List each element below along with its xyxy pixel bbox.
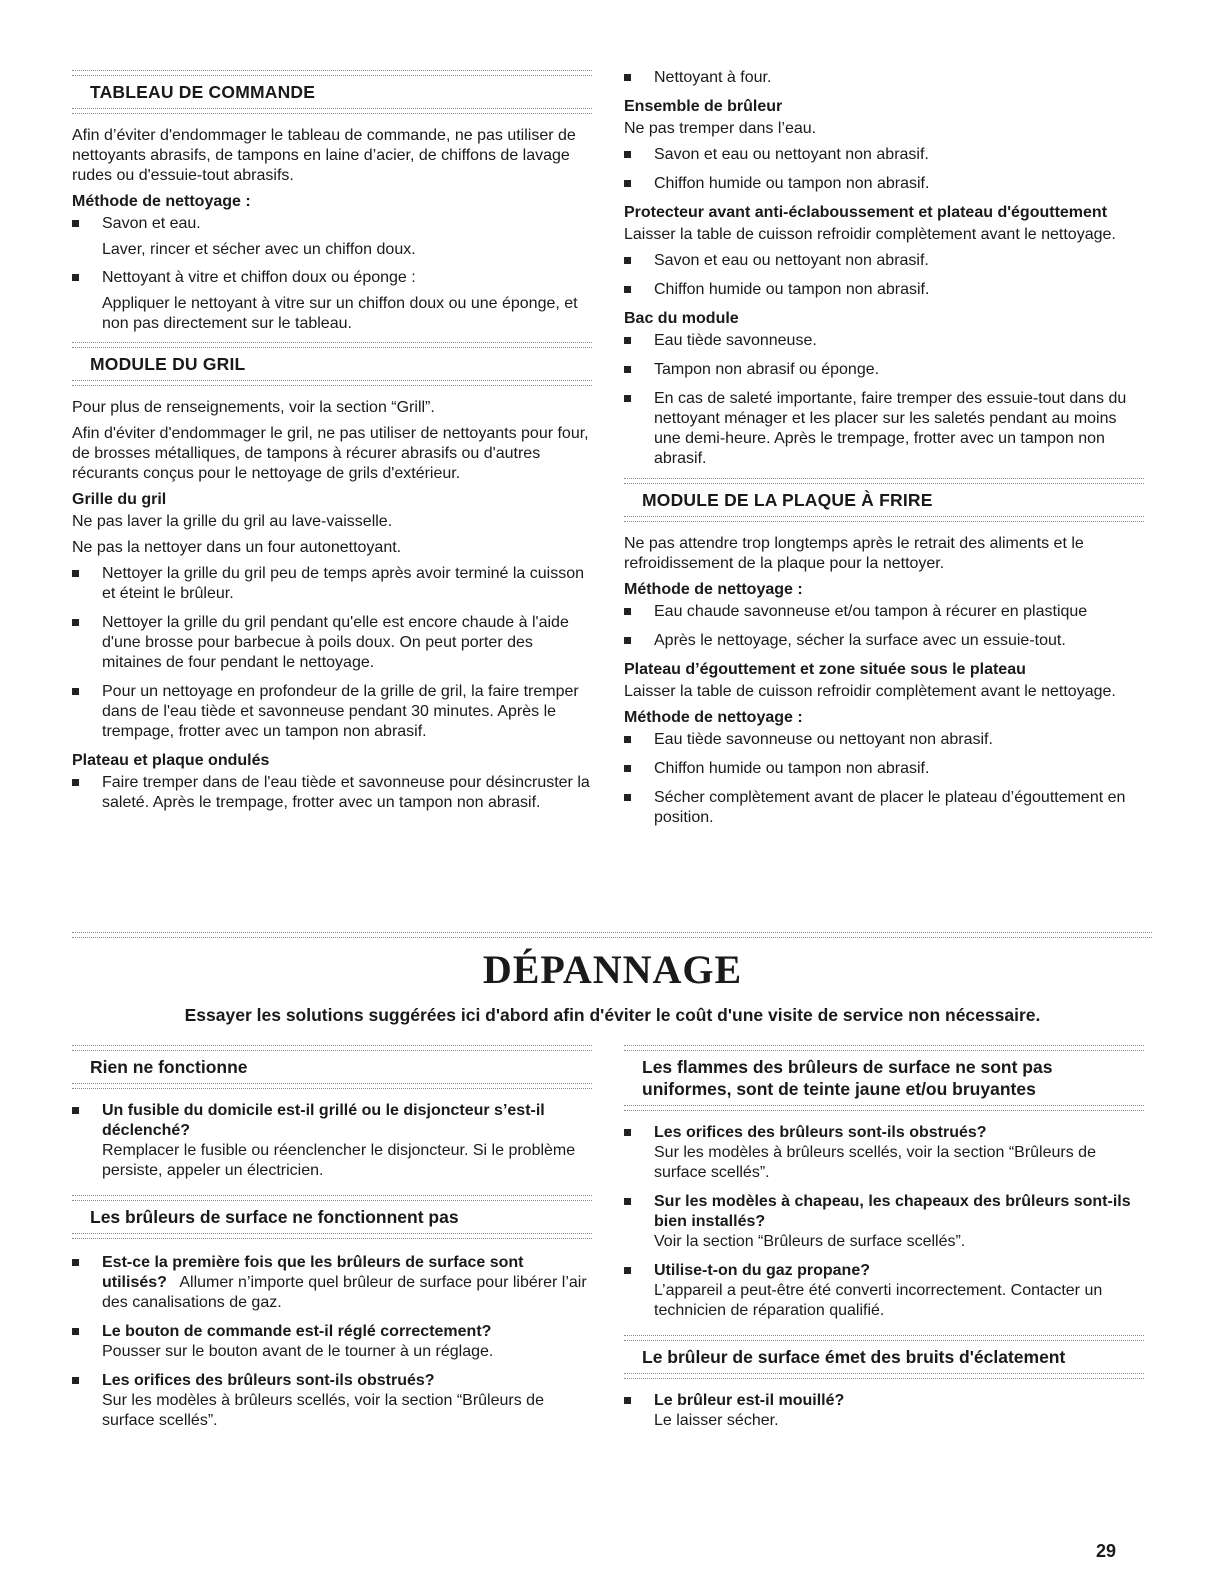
troubleshoot-left-column bbox=[72, 1045, 592, 1440]
paragraph: Laisser la table de cuisson refroidir complètement avant le nettoyage. bbox=[624, 683, 1116, 700]
paragraph: Afin d’éviter d'endommager le tableau de commande, ne pas utiliser de nettoyants abrasifs, de tampons en laine d’acier, de chiffons de lavage rudes ou d'essuie-tout abrasifs. bbox=[72, 127, 576, 184]
section-title: Les brûleurs de surface ne fonctionnent pas bbox=[90, 1207, 459, 1227]
section-title: Le brûleur de surface émet des bruits d'éclatement bbox=[642, 1347, 1066, 1367]
question: Un fusible du domicile est-il grillé ou le disjoncteur s’est-il déclenché? bbox=[102, 1102, 545, 1139]
rule bbox=[624, 1373, 1144, 1379]
answer: Le laisser sécher. bbox=[654, 1412, 779, 1429]
list-item bbox=[624, 1123, 1144, 1183]
list-item: Nettoyer la grille du gril peu de temps après avoir terminé la cuisson et éteint le brûleur. bbox=[72, 564, 592, 604]
list-item: Tampon non abrasif ou éponge. bbox=[624, 360, 1144, 380]
rule bbox=[72, 1083, 592, 1089]
list-item: Chiffon humide ou tampon non abrasif. bbox=[624, 174, 1144, 194]
section-eclatement-header bbox=[624, 1335, 1144, 1379]
section-title: Rien ne fonctionne bbox=[90, 1057, 248, 1077]
answer: Voir la section “Brûleurs de surface scellés”. bbox=[654, 1233, 966, 1250]
note: Appliquer le nettoyant à vitre sur un chiffon doux ou une éponge, et non pas directement sur le tableau. bbox=[102, 295, 578, 332]
subheading: Protecteur avant anti-éclaboussement et plateau d'égouttement bbox=[624, 204, 1108, 221]
list-item bbox=[624, 1391, 1144, 1431]
paragraph: Pour plus de renseignements, voir la section “Grill”. bbox=[72, 399, 435, 416]
paragraph: Ne pas laver la grille du gril au lave-vaisselle. bbox=[72, 513, 393, 530]
section-title: MODULE DU GRIL bbox=[90, 354, 246, 374]
paragraph: Ne pas attendre trop longtemps après le retrait des aliments et le refroidissement de la plaque pour la nettoyer. bbox=[624, 535, 1084, 572]
bullet-list bbox=[624, 602, 1144, 651]
bullet-list bbox=[624, 145, 1144, 194]
section-tableau-header bbox=[72, 70, 592, 114]
list-item: Savon et eau ou nettoyant non abrasif. bbox=[624, 251, 1144, 271]
list-item bbox=[624, 1192, 1144, 1252]
subheading: Bac du module bbox=[624, 310, 739, 327]
answer: Allumer n’importe quel brûleur de surface pour libérer l’air des canalisations de gaz. bbox=[102, 1274, 587, 1311]
question: Sur les modèles à chapeau, les chapeaux des brûleurs sont-ils bien installés? bbox=[654, 1193, 1131, 1230]
page-title: DÉPANNAGE bbox=[482, 947, 743, 992]
note: Laver, rincer et sécher avec un chiffon doux. bbox=[102, 241, 416, 258]
paragraph: Ne pas tremper dans l’eau. bbox=[624, 120, 817, 137]
bullet-list bbox=[72, 773, 592, 813]
list-item bbox=[72, 1101, 592, 1181]
bullet-list bbox=[624, 730, 1144, 828]
list-item: Eau tiède savonneuse ou nettoyant non abrasif. bbox=[624, 730, 1144, 750]
list-item: En cas de saleté importante, faire tremper des essuie-tout dans du nettoyant ménager et les placer sur les saletés pendant au moins une demi-heure. Après le trempage, frotter avec un tampon non abrasif. bbox=[624, 389, 1144, 469]
section-title: MODULE DE LA PLAQUE À FRIRE bbox=[642, 490, 933, 510]
list-item: Chiffon humide ou tampon non abrasif. bbox=[624, 759, 1144, 779]
page-subtitle: Essayer les solutions suggérées ici d'abord afin d'éviter le coût d'une visite de service non nécessaire. bbox=[184, 1005, 1041, 1025]
bullet-list bbox=[624, 251, 1144, 300]
bullet-list bbox=[72, 564, 592, 742]
section-rien-header bbox=[72, 1045, 592, 1089]
subheading: Grille du gril bbox=[72, 491, 167, 508]
list-item bbox=[72, 1322, 592, 1362]
paragraph: Laisser la table de cuisson refroidir complètement avant le nettoyage. bbox=[624, 226, 1116, 243]
subheading: Ensemble de brûleur bbox=[624, 98, 783, 115]
bullet-list bbox=[72, 1101, 592, 1181]
rule bbox=[72, 1233, 592, 1239]
subheading: Méthode de nettoyage : bbox=[72, 193, 251, 210]
section-title: TABLEAU DE COMMANDE bbox=[90, 82, 316, 102]
list-item: Eau chaude savonneuse et/ou tampon à récurer en plastique bbox=[624, 602, 1144, 622]
subheading: Méthode de nettoyage : bbox=[624, 709, 803, 726]
subheading: Plateau et plaque ondulés bbox=[72, 752, 270, 769]
bullet-list bbox=[624, 1123, 1144, 1321]
rule bbox=[72, 380, 592, 386]
subheading: Plateau d’égouttement et zone située sous le plateau bbox=[624, 661, 1026, 678]
question: Les orifices des brûleurs sont-ils obstrués? bbox=[654, 1124, 987, 1141]
list-item: Savon et eau. bbox=[72, 214, 592, 234]
section-title: Les flammes des brûleurs de surface ne sont pas uniformes, sont de teinte jaune et/ou bruyantes bbox=[642, 1057, 1053, 1099]
troubleshoot-right-column bbox=[624, 1045, 1144, 1440]
list-item: Eau tiède savonneuse. bbox=[624, 331, 1144, 351]
subheading: Méthode de nettoyage : bbox=[624, 581, 803, 598]
paragraph: Afin d'éviter d'endommager le gril, ne pas utiliser de nettoyants pour four, de brosses métalliques, de tampons à récurer abrasifs ou d'autres récurants conçus pour le nettoyage de grils d'extérieur. bbox=[72, 425, 589, 482]
question: Est-ce la première fois que les brûleurs de surface sont utilisés? bbox=[102, 1254, 524, 1291]
page-number: 29 bbox=[1096, 1541, 1117, 1561]
question: Le bouton de commande est-il réglé correctement? bbox=[102, 1323, 492, 1340]
bullet-list bbox=[624, 1391, 1144, 1431]
list-item: Après le nettoyage, sécher la surface avec un essuie-tout. bbox=[624, 631, 1144, 651]
left-column bbox=[72, 70, 592, 822]
answer: Sur les modèles à brûleurs scellés, voir la section “Brûleurs de surface scellés”. bbox=[102, 1392, 544, 1429]
list-item: Pour un nettoyage en profondeur de la grille de gril, la faire tremper dans de l'eau tiède et savonneuse pendant 30 minutes. Après le trempage, frotter avec un tampon non abrasif. bbox=[72, 682, 592, 742]
list-item bbox=[624, 1261, 1144, 1321]
rule bbox=[72, 108, 592, 114]
bullet-list bbox=[72, 1253, 592, 1431]
list-item bbox=[72, 1253, 592, 1313]
list-item: Chiffon humide ou tampon non abrasif. bbox=[624, 280, 1144, 300]
full-width-rule bbox=[72, 932, 1152, 938]
question: Les orifices des brûleurs sont-ils obstrués? bbox=[102, 1372, 435, 1389]
answer: Sur les modèles à brûleurs scellés, voir la section “Brûleurs de surface scellés”. bbox=[654, 1144, 1096, 1181]
rule bbox=[624, 1105, 1144, 1111]
question: Utilise-t-on du gaz propane? bbox=[654, 1262, 870, 1279]
list-item: Savon et eau ou nettoyant non abrasif. bbox=[624, 145, 1144, 165]
question: Le brûleur est-il mouillé? bbox=[654, 1392, 845, 1409]
list-item: Nettoyer la grille du gril pendant qu'elle est encore chaude à l'aide d'une brosse pour barbecue à poils doux. On peut porter des mitaines de four pendant le nettoyage. bbox=[72, 613, 592, 673]
bullet-list bbox=[624, 331, 1144, 469]
answer: Pousser sur le bouton avant de le tourner à un réglage. bbox=[102, 1343, 494, 1360]
rule bbox=[624, 516, 1144, 522]
answer: Remplacer le fusible ou réenclencher le disjoncteur. Si le problème persiste, appeler un électricien. bbox=[102, 1142, 576, 1179]
bullet-list bbox=[72, 268, 592, 288]
answer: L’appareil a peut-être été converti incorrectement. Contacter un technicien de réparation qualifié. bbox=[654, 1282, 1103, 1319]
list-item bbox=[72, 1371, 592, 1431]
section-gril-header bbox=[72, 342, 592, 386]
section-bruleurs-header bbox=[72, 1195, 592, 1239]
bullet-list bbox=[72, 214, 592, 234]
list-item: Sécher complètement avant de placer le plateau d’égouttement en position. bbox=[624, 788, 1144, 828]
bullet-list bbox=[624, 68, 1144, 88]
right-column bbox=[624, 68, 1144, 837]
section-flammes-header bbox=[624, 1045, 1144, 1111]
list-item: Faire tremper dans de l'eau tiède et savonneuse pour désincruster la saleté. Après le trempage, frotter avec un tampon non abrasif. bbox=[72, 773, 592, 813]
list-item: Nettoyant à vitre et chiffon doux ou éponge : bbox=[72, 268, 592, 288]
paragraph: Ne pas la nettoyer dans un four autonettoyant. bbox=[72, 539, 402, 556]
list-item: Nettoyant à four. bbox=[624, 68, 1144, 88]
section-plaque-header bbox=[624, 478, 1144, 522]
